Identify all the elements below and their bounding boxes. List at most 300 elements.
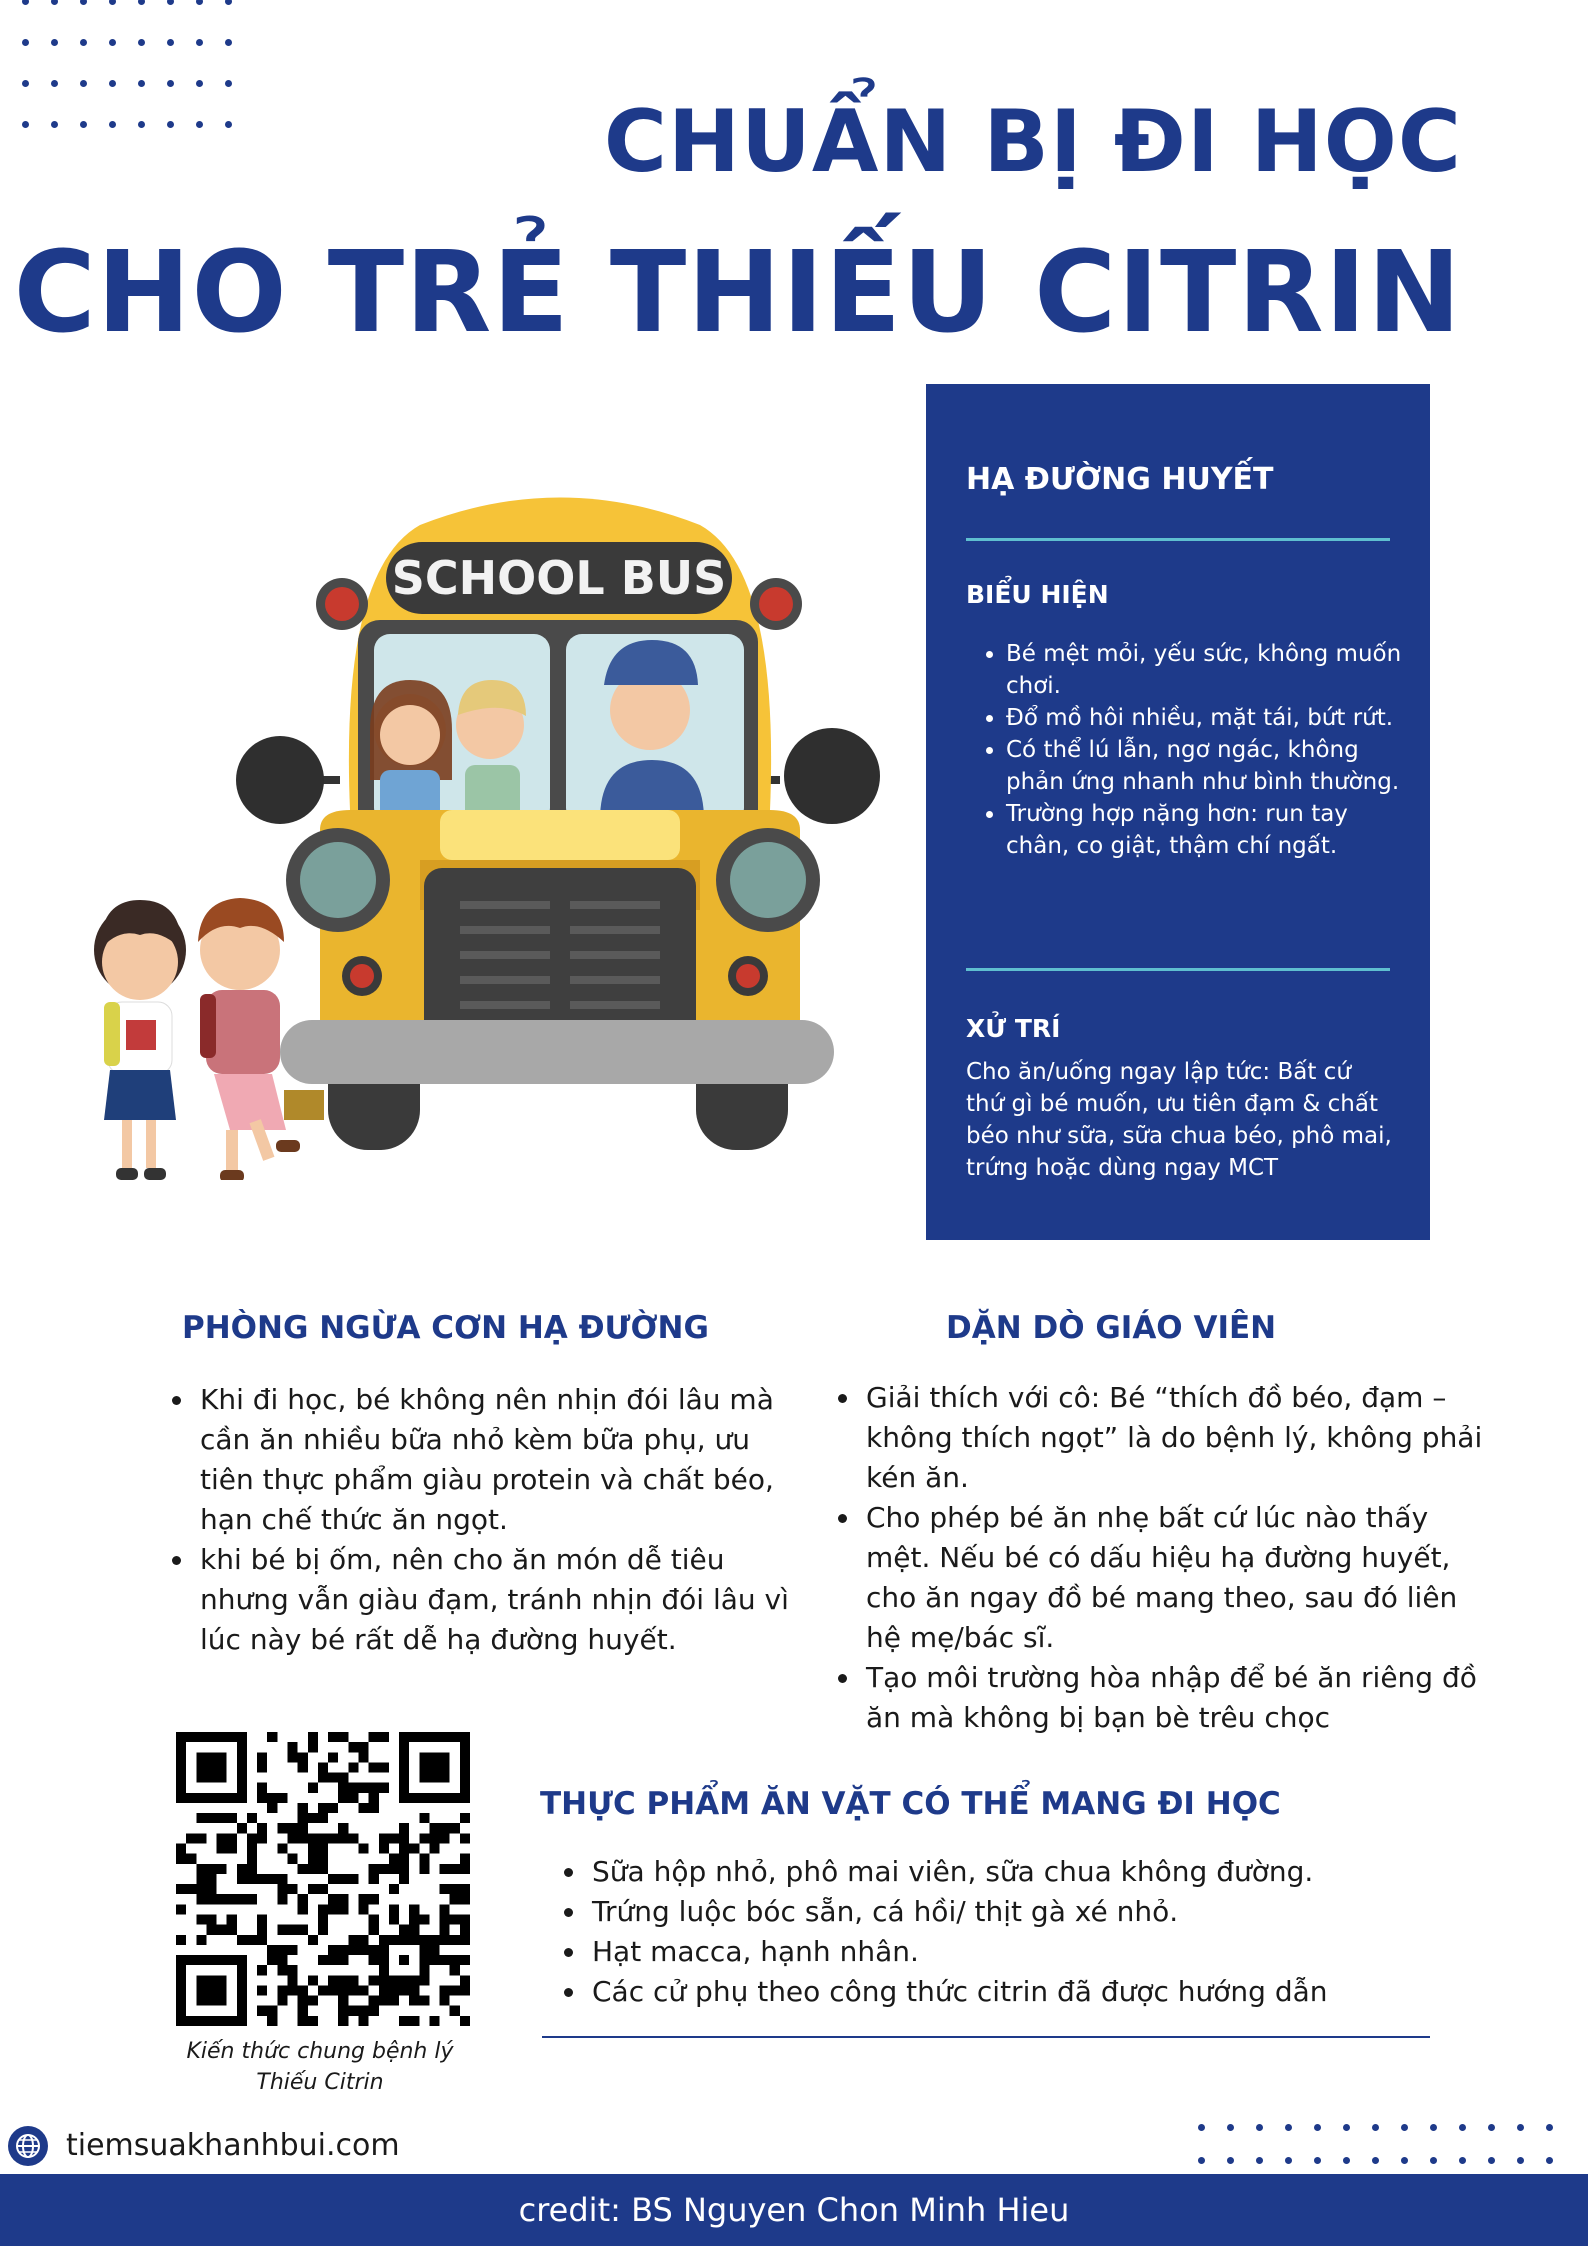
qr-module <box>277 1955 287 1965</box>
symptom-item: • Có thể lú lẫn, ngơ ngác, không phản ứng nhanh như bình thường. <box>1006 734 1416 798</box>
qr-module <box>348 1783 358 1793</box>
qr-module <box>460 1935 470 1945</box>
decorative-dot <box>1227 2157 1234 2164</box>
qr-module <box>358 1844 368 1854</box>
qr-module <box>419 1833 429 1843</box>
qr-module <box>186 1833 196 1843</box>
qr-module <box>389 1833 399 1843</box>
decorative-dot <box>109 0 116 5</box>
decorative-dot <box>22 121 29 128</box>
qr-module <box>379 1844 389 1854</box>
qr-module <box>440 1996 450 2006</box>
teacher-note-item: • Tạo môi trường hòa nhập để bé ăn riêng đồ ăn mà không bị bạn bè trêu chọc <box>862 1658 1490 1738</box>
qr-module <box>399 2016 409 2026</box>
qr-module <box>358 1935 368 1945</box>
qr-module <box>460 1854 470 1864</box>
snacks-divider <box>542 2036 1430 2038</box>
decorative-dot <box>1314 2157 1321 2164</box>
qr-module <box>227 1925 237 1935</box>
qr-module <box>318 1904 328 1914</box>
qr-module <box>318 1803 328 1813</box>
qr-module <box>369 1975 379 1985</box>
globe-icon <box>8 2126 48 2166</box>
qr-module <box>318 1833 328 1843</box>
title-line-2: CHO TRẺ THIẾU CITRIN <box>13 228 1462 358</box>
bus-sign-text: SCHOOL BUS <box>391 551 727 605</box>
snacks-list <box>548 1852 1468 2012</box>
qr-module <box>267 1874 277 1884</box>
decorative-dot <box>51 39 58 46</box>
title-line-1: CHUẨN BỊ ĐI HỌC <box>603 92 1462 192</box>
teacher-note-item: • Cho phép bé ăn nhẹ bất cứ lúc nào thấy mệt. Nếu bé có dấu hiệu hạ đường huyết, cho ăn ngay đồ bé mang theo, sau đó liên hệ mẹ/bác sĩ. <box>862 1498 1490 1658</box>
decorative-dot <box>138 39 145 46</box>
qr-module <box>369 1996 379 2006</box>
qr-module <box>257 1914 267 1924</box>
snack-item: • Sữa hộp nhỏ, phô mai viên, sữa chua không đường. <box>588 1852 1468 1892</box>
decorative-dot <box>1343 2124 1350 2131</box>
qr-module <box>277 1996 287 2006</box>
dot-grid-top-left <box>22 0 232 128</box>
qr-module <box>399 1955 409 1965</box>
qr-module <box>409 2016 419 2026</box>
treatment-text: Cho ăn/uống ngay lập tức: Bất cứ thứ gì bé muốn, ưu tiên đạm & chất béo như sữa, sữa chua béo, phô mai, trứng hoặc dùng ngay MCT <box>966 1059 1392 1181</box>
qr-module <box>399 1833 409 1843</box>
qr-module <box>196 1833 206 1843</box>
qr-module <box>257 1874 267 1884</box>
qr-module <box>460 1864 470 1874</box>
decorative-dot <box>196 80 203 87</box>
qr-module <box>308 1783 318 1793</box>
qr-module <box>298 1813 308 1823</box>
qr-module <box>450 1955 460 1965</box>
qr-module <box>227 1914 237 1924</box>
qr-module <box>419 1914 429 1924</box>
qr-module <box>399 1985 409 1995</box>
qr-module <box>338 2016 348 2026</box>
qr-module <box>399 1925 409 1935</box>
qr-module <box>358 1803 368 1813</box>
qr-module <box>267 2006 277 2016</box>
qr-module <box>176 1854 186 1864</box>
qr-module <box>328 1773 338 1783</box>
qr-module <box>358 2016 368 2026</box>
qr-module <box>429 1823 439 1833</box>
qr-module <box>348 1975 358 1985</box>
qr-module <box>298 1864 308 1874</box>
qr-module <box>288 1925 298 1935</box>
qr-module <box>389 1996 399 2006</box>
qr-module <box>318 1925 328 1935</box>
qr-module <box>267 2016 277 2026</box>
qr-module <box>338 1783 348 1793</box>
decorative-dot <box>51 80 58 87</box>
qr-module <box>419 1864 429 1874</box>
qr-module <box>440 1925 450 1935</box>
qr-module <box>328 1894 338 1904</box>
qr-module <box>460 1914 470 1924</box>
qr-module <box>419 1813 429 1823</box>
dot-grid-bottom-right <box>1198 2124 1553 2164</box>
snack-item: • Các cử phụ theo công thức citrin đã được hướng dẫn <box>588 1972 1468 2012</box>
qr-module <box>419 1752 449 1782</box>
decorative-dot <box>225 121 232 128</box>
qr-module <box>288 1854 298 1864</box>
qr-module <box>358 2006 368 2016</box>
qr-module <box>227 1813 237 1823</box>
decorative-dot <box>1372 2124 1379 2131</box>
qr-module <box>288 1965 298 1975</box>
teacher-notes-list <box>822 1378 1490 1738</box>
decorative-dot <box>1198 2124 1205 2131</box>
qr-module <box>277 1844 287 1854</box>
qr-module <box>419 1854 429 1864</box>
decorative-dot <box>225 0 232 5</box>
symptoms-heading: BIỂU HIỆN <box>966 580 1109 609</box>
qr-module <box>338 1732 348 1742</box>
symptom-item: • Trường hợp nặng hơn: run tay chân, co giật, thậm chí ngất. <box>1006 798 1416 862</box>
qr-module <box>288 1985 298 1995</box>
qr-module <box>399 1864 409 1874</box>
decorative-dot <box>1401 2124 1408 2131</box>
decorative-dot <box>1401 2157 1408 2164</box>
qr-module <box>267 1732 277 1742</box>
qr-module <box>196 1975 226 2005</box>
decorative-dot <box>1546 2157 1553 2164</box>
qr-module <box>379 1732 389 1742</box>
qr-module <box>348 1945 358 1955</box>
qr-module <box>460 1833 470 1843</box>
qr-module <box>338 1894 348 1904</box>
qr-module <box>358 1904 368 1914</box>
qr-module <box>389 1914 399 1924</box>
qr-module <box>358 1945 368 1955</box>
qr-module <box>298 2016 308 2026</box>
qr-module <box>288 1752 298 1762</box>
decorative-dot <box>1488 2124 1495 2131</box>
qr-module <box>460 1813 470 1823</box>
qr-module <box>217 1813 227 1823</box>
qr-module <box>176 1884 186 1894</box>
qr-module <box>227 1844 237 1854</box>
qr-module <box>358 1742 368 1752</box>
qr-module <box>348 1935 358 1945</box>
qr-module <box>450 1894 460 1904</box>
qr-module <box>389 1854 399 1864</box>
qr-module <box>237 1874 247 1884</box>
qr-module <box>257 1833 267 1843</box>
qr-module <box>257 1935 267 1945</box>
qr-module <box>196 1935 206 1945</box>
decorative-dot <box>109 80 116 87</box>
decorative-dot <box>1459 2124 1466 2131</box>
qr-module <box>217 1833 227 1843</box>
decorative-dot <box>1285 2124 1292 2131</box>
qr-module <box>217 1844 227 1854</box>
qr-module <box>257 1965 267 1975</box>
qr-module <box>298 1996 308 2006</box>
qr-module <box>379 1864 389 1874</box>
qr-module <box>328 1945 338 1955</box>
qr-module <box>318 1762 328 1772</box>
qr-module <box>247 1935 257 1945</box>
decorative-dot <box>1285 2157 1292 2164</box>
qr-module <box>318 1884 328 1894</box>
decorative-dot <box>196 121 203 128</box>
prevention-list <box>156 1380 806 1660</box>
qr-module <box>369 1945 379 1955</box>
qr-module <box>348 1874 358 1884</box>
qr-module <box>257 1823 267 1833</box>
qr-module <box>338 1793 348 1803</box>
decorative-dot <box>1546 2124 1553 2131</box>
qr-module <box>440 1914 450 1924</box>
decorative-dot <box>109 39 116 46</box>
symptoms-list <box>966 638 1416 862</box>
qr-module <box>358 1783 368 1793</box>
qr-module <box>369 1874 379 1884</box>
qr-module <box>409 1904 419 1914</box>
qr-code[interactable] <box>176 1732 470 2026</box>
qr-module <box>399 1844 409 1854</box>
qr-caption-line-2: Thiếu Citrin <box>256 2070 384 2095</box>
qr-module <box>369 1732 379 1742</box>
qr-module <box>308 1742 318 1752</box>
qr-module <box>176 1935 186 1945</box>
qr-module <box>369 1955 379 1965</box>
qr-module <box>338 1904 348 1914</box>
qr-module <box>338 1985 348 1995</box>
qr-module <box>440 1955 450 1965</box>
qr-module <box>369 1914 379 1924</box>
qr-module <box>288 1975 298 1985</box>
qr-module <box>206 1925 216 1935</box>
qr-module <box>308 1935 318 1945</box>
qr-module <box>328 1975 338 1985</box>
qr-module <box>389 1864 399 1874</box>
snacks-heading: THỰC PHẨM ĂN VẶT CÓ THỂ MANG ĐI HỌC <box>540 1786 1281 1822</box>
qr-module <box>318 1773 328 1783</box>
qr-module <box>267 1945 277 1955</box>
snack-item: • Hạt macca, hạnh nhân. <box>588 1932 1468 1972</box>
qr-module <box>288 1742 298 1752</box>
qr-module <box>308 1833 318 1843</box>
qr-module <box>379 1783 389 1793</box>
qr-module <box>440 1864 450 1874</box>
qr-module <box>298 1752 308 1762</box>
decorative-dot <box>1517 2124 1524 2131</box>
qr-module <box>196 1874 206 1884</box>
teacher-note-item: • Giải thích với cô: Bé “thích đồ béo, đạm – không thích ngọt” là do bệnh lý, không phải kén ăn. <box>862 1378 1490 1498</box>
qr-module <box>348 1742 358 1752</box>
qr-module <box>369 1925 379 1935</box>
qr-module <box>227 1833 237 1843</box>
qr-module <box>358 1894 368 1904</box>
qr-module <box>237 1935 247 1945</box>
qr-module <box>460 2016 470 2026</box>
qr-module <box>288 1823 298 1833</box>
qr-module <box>186 1854 196 1864</box>
decorative-dot <box>225 80 232 87</box>
qr-module <box>277 1884 287 1894</box>
qr-module <box>328 1732 338 1742</box>
symptom-item: • Đổ mồ hôi nhiều, mặt tái, bứt rứt. <box>1006 702 1416 734</box>
qr-module <box>358 1985 368 1995</box>
qr-module <box>440 1935 450 1945</box>
qr-module <box>399 1854 409 1864</box>
qr-module <box>440 1823 450 1833</box>
decorative-dot <box>196 39 203 46</box>
qr-module <box>318 1864 328 1874</box>
qr-module <box>358 1752 368 1762</box>
qr-module <box>460 1894 470 1904</box>
qr-module <box>277 1945 287 1955</box>
qr-module <box>308 1864 318 1874</box>
qr-module <box>247 1833 257 1843</box>
qr-module <box>318 1854 328 1864</box>
decorative-dot <box>167 39 174 46</box>
qr-module <box>196 1894 206 1904</box>
qr-module <box>429 1945 439 1955</box>
qr-module <box>257 1783 267 1793</box>
qr-module <box>409 1925 419 1935</box>
qr-module <box>409 1996 419 2006</box>
qr-module <box>338 1975 348 1985</box>
decorative-dot <box>51 121 58 128</box>
qr-module <box>288 1833 298 1843</box>
qr-module <box>186 1884 196 1894</box>
decorative-dot <box>138 0 145 5</box>
qr-module <box>460 1925 470 1935</box>
qr-module <box>338 2006 348 2016</box>
panel-heading: HẠ ĐƯỜNG HUYẾT <box>966 462 1274 497</box>
qr-module <box>257 2006 267 2016</box>
decorative-dot <box>138 121 145 128</box>
qr-module <box>206 1884 216 1894</box>
qr-module <box>247 1844 257 1854</box>
qr-module <box>369 1864 379 1874</box>
qr-module <box>277 1925 287 1935</box>
qr-module <box>318 1955 328 1965</box>
qr-module <box>379 1985 389 1995</box>
decorative-dot <box>80 121 87 128</box>
qr-module <box>277 1793 287 1803</box>
qr-module <box>460 1975 470 1985</box>
qr-module <box>196 1752 226 1782</box>
qr-module <box>369 1894 379 1904</box>
prevention-heading: PHÒNG NGỪA CƠN HẠ ĐƯỜNG <box>182 1310 709 1346</box>
qr-module <box>379 1833 389 1843</box>
qr-module <box>369 1783 379 1793</box>
qr-module <box>288 1884 298 1894</box>
qr-module <box>298 1762 308 1772</box>
decorative-dot <box>109 121 116 128</box>
qr-module <box>338 1833 348 1843</box>
qr-module <box>308 2016 318 2026</box>
qr-module <box>429 1844 439 1854</box>
qr-module <box>460 1955 470 1965</box>
qr-module <box>237 1864 247 1874</box>
decorative-dot <box>167 0 174 5</box>
decorative-dot <box>1227 2124 1234 2131</box>
decorative-dot <box>167 121 174 128</box>
decorative-dot <box>80 39 87 46</box>
decorative-dot <box>1517 2157 1524 2164</box>
qr-module <box>288 1945 298 1955</box>
qr-module <box>460 1884 470 1894</box>
qr-module <box>247 1813 257 1823</box>
qr-module <box>267 1955 277 1965</box>
qr-module <box>348 1793 358 1803</box>
qr-module <box>206 1864 216 1874</box>
qr-module <box>338 1996 348 2006</box>
qr-module <box>450 2006 460 2016</box>
qr-module <box>429 2016 439 2026</box>
qr-module <box>429 1833 439 1843</box>
decorative-dot <box>1256 2124 1263 2131</box>
website-link[interactable]: tiemsuakhanhbui.com <box>66 2128 400 2163</box>
qr-module <box>328 1752 338 1762</box>
decorative-dot <box>22 0 29 5</box>
decorative-dot <box>22 39 29 46</box>
qr-module <box>338 1874 348 1884</box>
qr-module <box>429 1955 439 1965</box>
decorative-dot <box>1343 2157 1350 2164</box>
decorative-dot <box>138 80 145 87</box>
qr-module <box>450 1864 460 1874</box>
qr-code-pattern <box>176 1732 470 2026</box>
qr-module <box>217 1925 227 1935</box>
qr-module <box>318 1844 328 1854</box>
qr-module <box>440 1985 450 1995</box>
decorative-dot <box>1430 2157 1437 2164</box>
qr-module <box>308 1732 318 1742</box>
qr-module <box>440 1904 450 1914</box>
qr-module <box>257 1762 267 1772</box>
qr-module <box>176 1904 186 1914</box>
qr-module <box>338 1773 348 1783</box>
decorative-dot <box>1430 2124 1437 2131</box>
qr-module <box>308 1844 318 1854</box>
qr-module <box>338 1945 348 1955</box>
qr-module <box>298 1925 308 1935</box>
qr-module <box>460 1985 470 1995</box>
treatment-heading: XỬ TRÍ <box>966 1014 1061 1043</box>
qr-module <box>409 1844 419 1854</box>
snack-item: • Trứng luộc bóc sẵn, cá hồi/ thịt gà xé nhỏ. <box>588 1892 1468 1932</box>
panel-divider <box>966 968 1390 971</box>
decorative-dot <box>51 0 58 5</box>
qr-module <box>348 1762 358 1772</box>
qr-module <box>450 1985 460 1995</box>
qr-module <box>328 1985 338 1995</box>
qr-module <box>399 1874 409 1884</box>
qr-module <box>379 1996 389 2006</box>
qr-module <box>257 1925 267 1935</box>
qr-module <box>338 1823 348 1833</box>
qr-module <box>237 1894 247 1904</box>
decorative-dot <box>1459 2157 1466 2164</box>
panel-divider <box>966 538 1390 541</box>
qr-module <box>277 1965 287 1975</box>
qr-module <box>206 1874 216 1884</box>
qr-module <box>308 1813 318 1823</box>
qr-module <box>348 1985 358 1995</box>
decorative-dot <box>80 0 87 5</box>
qr-module <box>369 2006 379 2016</box>
qr-module <box>399 1823 409 1833</box>
qr-module <box>429 1935 439 1945</box>
qr-module <box>440 1884 450 1894</box>
